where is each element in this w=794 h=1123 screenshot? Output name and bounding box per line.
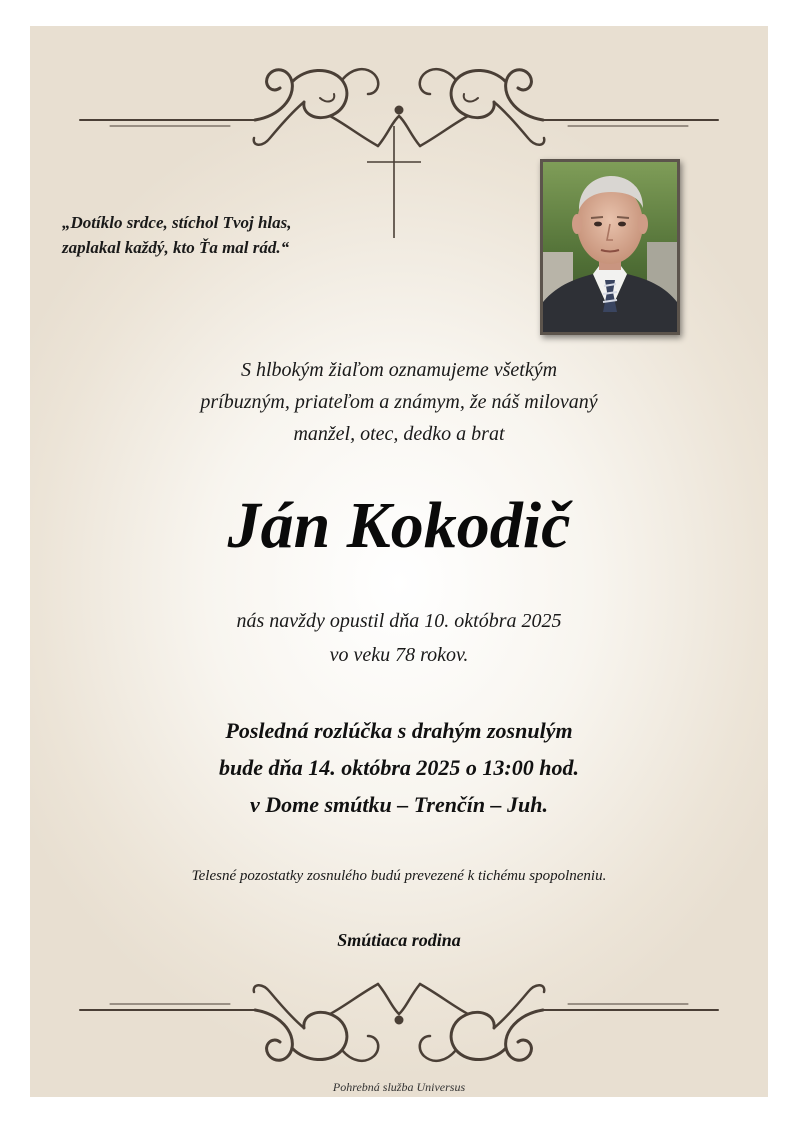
funeral-line-3: v Dome smútku – Trenčín – Juh. — [249, 792, 549, 817]
deceased-name: Ján Kokodič — [227, 489, 571, 562]
funeral-service-credit: Pohrebná služba Universus — [332, 1080, 466, 1094]
funeral-line-1: Posledná rozlúčka s drahým zosnulým — [225, 718, 573, 743]
age-line: vo veku 78 rokov. — [329, 644, 469, 666]
funeral-info — [90, 712, 708, 823]
obituary-card — [30, 26, 768, 1097]
death-date-line: nás navždy opustil dňa 10. októbra 2025 — [236, 610, 562, 632]
family-signature: Smútiaca rodina — [337, 930, 461, 950]
announcement-line-3: manžel, otec, dedko a brat — [293, 423, 505, 445]
ornament-bottom — [30, 954, 768, 1074]
announcement-line-1: S hlbokým žiaľom oznamujeme všetkým — [240, 359, 558, 381]
quote-line-1: „Dotíklo srdce, stíchol Tvoj hlas, — [62, 213, 292, 232]
announcement-text — [130, 354, 668, 450]
cremation-note: Telesné pozostatky zosnulého budú prevezené k tichému spopolneniu. — [191, 868, 607, 884]
portrait-photo — [540, 159, 680, 335]
announcement-line-2: príbuzným, priateľom a známym, že náš milovaný — [200, 391, 598, 413]
quote-line-2: zaplakal každý, kto Ťa mal rád.“ — [62, 238, 290, 257]
memorial-quote — [62, 210, 392, 260]
funeral-line-2: bude dňa 14. októbra 2025 o 13:00 hod. — [219, 755, 579, 780]
death-info — [110, 604, 688, 672]
